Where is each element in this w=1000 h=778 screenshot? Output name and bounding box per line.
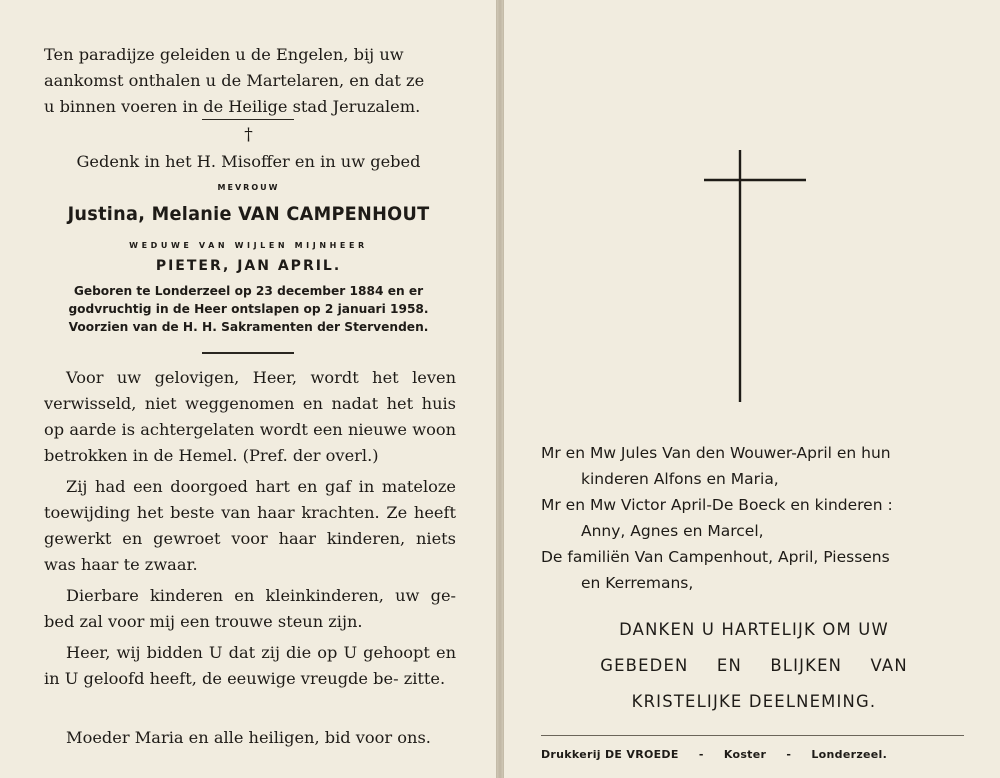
- children-paragraph: [44, 583, 456, 635]
- thanks-line: DANKEN U HARTELIJK OM UW: [619, 620, 889, 639]
- paragraph-line: was haar te zwaar.: [44, 555, 198, 574]
- paragraph-line: gewerkt en gewroet voor haar kinderen, niets: [44, 529, 456, 548]
- family-line: kinderen Alfons en Maria,: [581, 470, 779, 488]
- right-card-page: [503, 0, 1000, 778]
- divider-rule: [202, 352, 294, 354]
- widow-line: WEDUWE VAN WIJLEN MIJNHEER: [129, 241, 368, 250]
- tribute-paragraph: [44, 474, 456, 578]
- husband-name: PIETER, JAN APRIL.: [155, 258, 342, 274]
- paragraph-line: Heer, wij bidden U dat zij die op U gehoopt: [66, 643, 430, 662]
- printer-person: Koster: [723, 748, 767, 761]
- left-card-page: [0, 0, 497, 778]
- biography: [30, 282, 467, 336]
- remember-line: Gedenk in het H. Misoffer en in uw gebed: [76, 152, 421, 171]
- thanks-line: GEBEDEN EN BLIJKEN VAN: [600, 656, 908, 675]
- printer-imprint: [541, 748, 961, 761]
- paragraph-line: en in U geloofd heeft, de eeuwige vreugde be-: [44, 643, 456, 688]
- opening-verse: [44, 42, 456, 120]
- family-line: Mr en Mw Victor April-De Boeck en kinderen :: [541, 496, 893, 514]
- family-line: De familiën Van Campenhout, April, Piessens: [541, 548, 890, 566]
- verse-line: u binnen voeren in de Heilige stad Jeruzalem.: [44, 97, 421, 116]
- divider-rule: [202, 119, 294, 120]
- paragraph-line: toewijding het beste van haar krachten. Ze heeft: [44, 503, 456, 522]
- closing-prayer: [44, 725, 456, 751]
- thanks-line: KRISTELIJKE DEELNEMING.: [631, 692, 877, 711]
- paragraph-line: zitte.: [403, 669, 446, 688]
- prayer-paragraph: [44, 365, 456, 469]
- small-cross-icon: †: [244, 125, 253, 145]
- printer-town: Londerzeel.: [811, 748, 888, 761]
- paragraph-line: bed zal voor mij een trouwe steun zijn.: [44, 612, 363, 631]
- paragraph-line: Zij had een doorgoed hart en gaf in mateloze: [66, 477, 456, 496]
- paragraph-line: Dierbare kinderen en kleinkinderen, uw ge-: [66, 586, 456, 605]
- deceased-name: Justina, Melanie VAN CAMPENHOUT: [67, 203, 430, 225]
- large-cross-icon: [702, 148, 808, 404]
- paragraph-line: Voor uw gelovigen, Heer, wordt het leven: [66, 368, 456, 387]
- bio-line: Voorzien van de H. H. Sakramenten der Stervenden.: [68, 320, 429, 334]
- printer-label: Drukkerij: [541, 748, 601, 761]
- thanks-message: [544, 612, 964, 720]
- family-line: en Kerremans,: [581, 574, 694, 592]
- paragraph-line: woon betrokken in de Hemel. (Pref. der overl.): [44, 420, 456, 465]
- title-label: MEVROUW: [217, 183, 280, 192]
- verse-line: Ten paradijze geleiden u de Engelen, bij uw: [44, 45, 404, 64]
- printer-dash: -: [786, 748, 792, 761]
- family-line: Anny, Agnes en Marcel,: [581, 522, 764, 540]
- family-line: Mr en Mw Jules Van den Wouwer-April en hun: [541, 444, 891, 462]
- bio-line: Geboren te Londerzeel op 23 december 1884 en er: [73, 284, 424, 298]
- petition-paragraph: [44, 640, 456, 692]
- printer-name: DE VROEDE: [605, 748, 679, 761]
- family-list: [541, 440, 981, 596]
- paragraph-line: op aarde is achtergelaten wordt een nieuwe: [44, 420, 407, 439]
- bio-line: godvruchtig in de Heer ontslapen op 2 januari 1958.: [68, 302, 429, 316]
- paragraph-line: verwisseld, niet weggenomen en nadat het huis: [44, 394, 456, 413]
- printer-dash: -: [698, 748, 704, 761]
- paragraph-line: Moeder Maria en alle heiligen, bid voor ons.: [66, 728, 431, 747]
- printer-divider: [541, 735, 964, 736]
- verse-line: aankomst onthalen u de Martelaren, en dat ze: [44, 71, 425, 90]
